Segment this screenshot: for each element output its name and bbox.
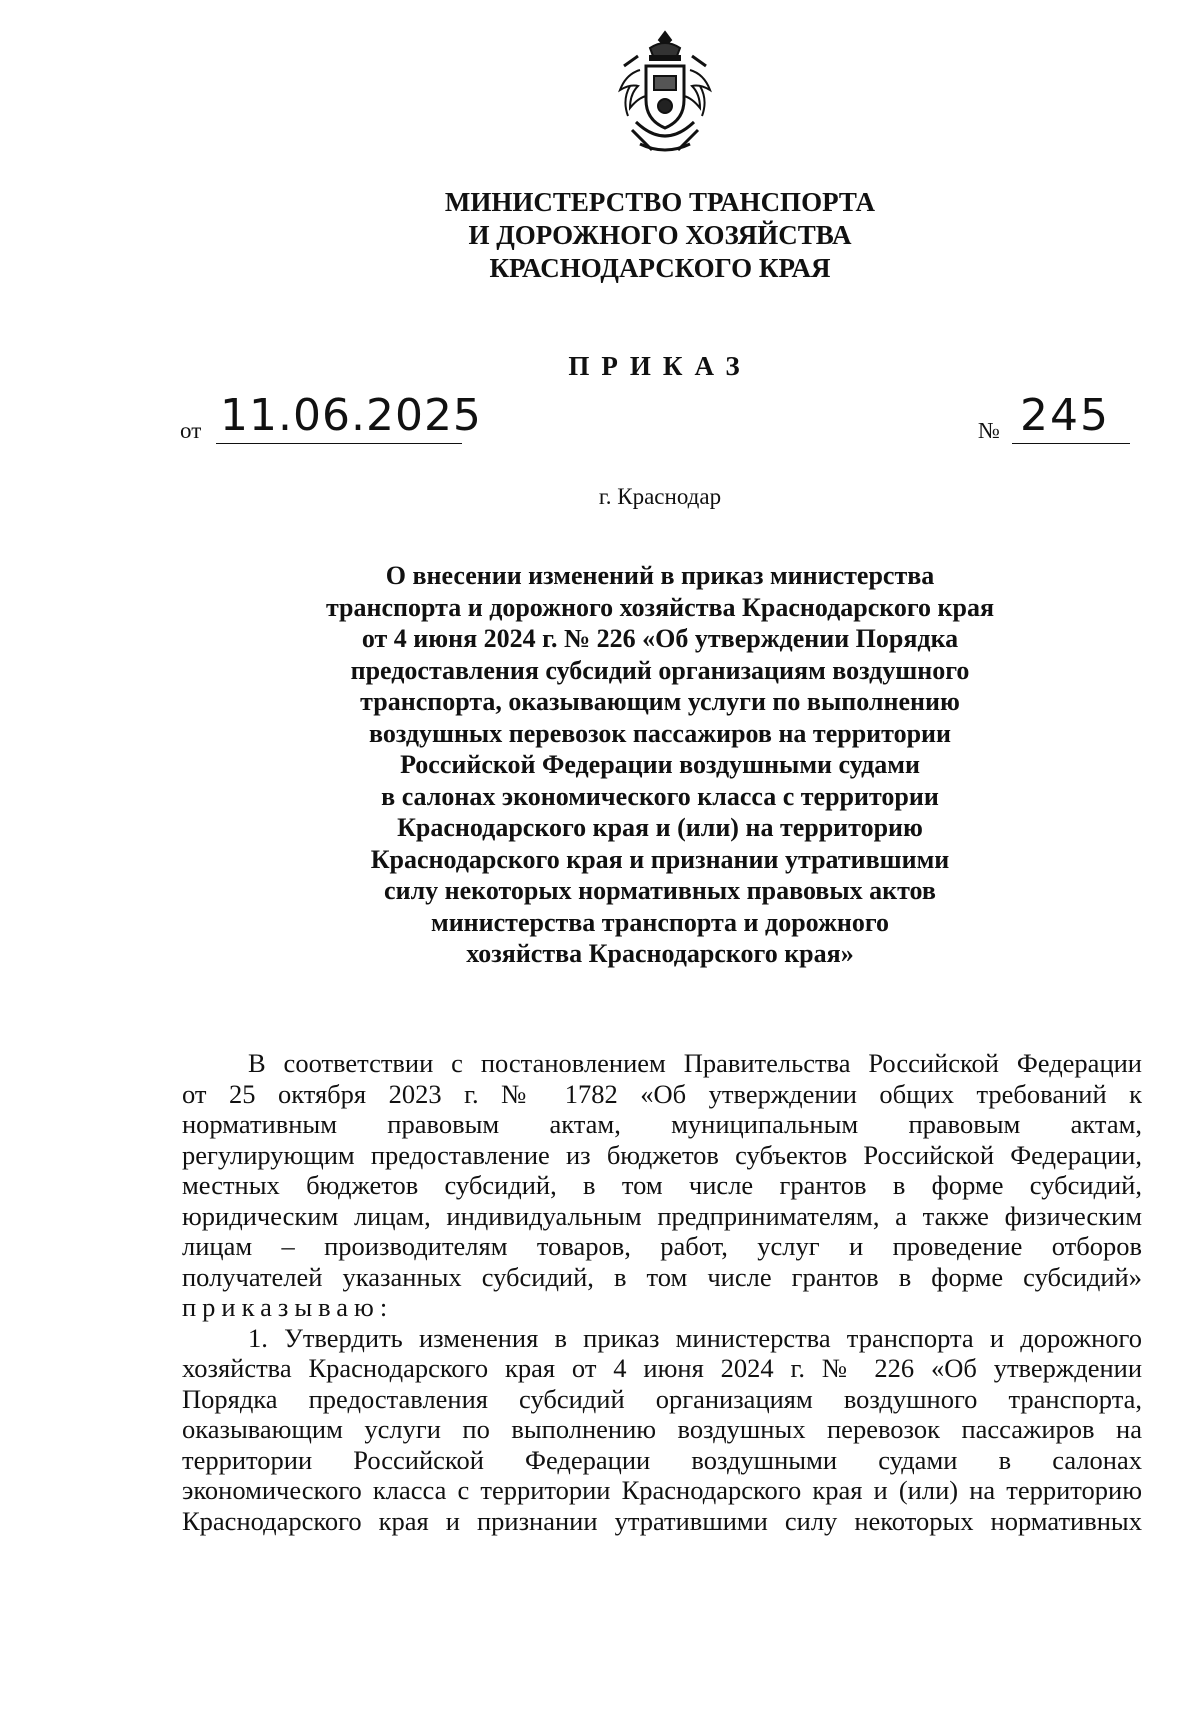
subject-line: в салонах экономического класса с территории xyxy=(381,781,939,811)
subject-line: транспорта и дорожного хозяйства Краснодарского края xyxy=(325,592,995,622)
body-line: Порядка предоставления субсидий организациям воздушного транспорта, xyxy=(182,1383,1142,1414)
subject-line: силу некоторых нормативных правовых актов xyxy=(384,876,936,905)
number-underline xyxy=(1012,443,1130,444)
ministry-line: МИНИСТЕРСТВО ТРАНСПОРТА xyxy=(444,187,876,217)
body-line: лицам – производителям товаров, работ, услуг и проведение отборов xyxy=(182,1231,1142,1261)
document-type-title: ПРИКАЗ xyxy=(568,351,752,381)
body-line: нормативным правовым актам, муниципальным правовым актам, xyxy=(182,1109,1142,1139)
body-line: местных бюджетов субсидий, в том числе грантов в форме субсидий, xyxy=(182,1170,1142,1200)
subject-line: Российской Федерации воздушными судами xyxy=(400,750,920,779)
order-subject xyxy=(230,560,1090,970)
subject-line: хозяйства Краснодарского края» xyxy=(466,939,854,968)
handwritten-date: 11.06.2025 xyxy=(220,390,482,441)
ministry-line: КРАСНОДАРСКОГО КРАЯ xyxy=(489,253,831,283)
handwritten-number: 245 xyxy=(1020,390,1110,441)
order-number xyxy=(978,392,1138,452)
body-line-order-word: приказываю: xyxy=(182,1292,394,1322)
coat-of-arms-emblem-icon xyxy=(610,26,720,162)
body-line: от 25 октября 2023 г. № 1782 «Об утверждении общих требований к xyxy=(182,1078,1142,1109)
city: г. Краснодар xyxy=(598,484,722,509)
body-line: оказывающим услуги по выполнению воздушных перевозок пассажиров на xyxy=(182,1414,1142,1444)
number-prefix: № xyxy=(978,418,1000,443)
subject-line: от 4 июня 2024 г. № 226 «Об утверждении Порядка xyxy=(361,624,959,653)
subject-line: Краснодарского края и признании утратившими xyxy=(370,844,950,874)
body-line: регулирующим предоставление из бюджетов субъектов Российской Федерации, xyxy=(182,1139,1142,1170)
body-line: юридическим лицам, индивидуальным предпринимателям, а также физическим xyxy=(182,1200,1142,1231)
body-line: экономического класса с территории Краснодарского края и (или) на территорию xyxy=(182,1475,1142,1505)
body-line: Краснодарского края и признании утратившими силу некоторых нормативных xyxy=(182,1505,1142,1536)
ministry-line: И ДОРОЖНОГО ХОЗЯЙСТВА xyxy=(468,220,852,250)
body-line: В соответствии с постановлением Правительства Российской Федерации xyxy=(248,1048,1142,1078)
subject-line: воздушных перевозок пассажиров на территории xyxy=(369,718,951,748)
subject-line: предоставления субсидий организациям воздушного xyxy=(350,655,970,685)
subject-line: министерства транспорта и дорожного xyxy=(430,907,889,937)
subject-line: транспорта, оказывающим услуги по выполнению xyxy=(360,687,960,716)
body-line: 1. Утвердить изменения в приказ министерства транспорта и дорожного xyxy=(248,1322,1142,1353)
body-line: хозяйства Краснодарского края от 4 июня 2024 г. № 226 «Об утверждении xyxy=(182,1353,1142,1383)
date-prefix: от xyxy=(180,418,202,443)
body-line: территории Российской Федерации воздушными судами в салонах xyxy=(182,1444,1142,1475)
order-body xyxy=(182,1048,1142,1536)
date-underline xyxy=(216,443,462,444)
body-line: получателей указанных субсидий, в том числе грантов в форме субсидий» xyxy=(182,1261,1142,1292)
ministry-name xyxy=(300,186,1020,285)
subject-line: Краснодарского края и (или) на территорию xyxy=(397,813,923,842)
subject-line: О внесении изменений в приказ министерства xyxy=(385,561,935,590)
order-date xyxy=(180,392,480,452)
